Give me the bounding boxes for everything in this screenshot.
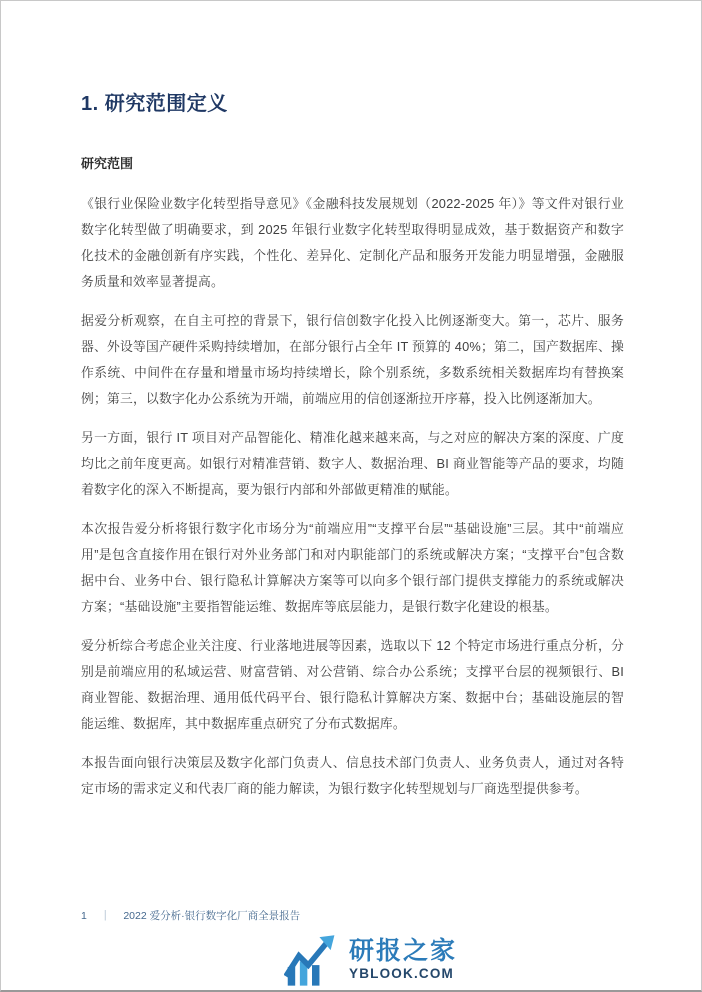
logo-text-block <box>349 938 457 982</box>
page-title: 1. 研究范围定义 <box>81 93 228 115</box>
logo-domain: YBLOOK.COM <box>349 965 454 981</box>
page-body <box>1 1 701 802</box>
paragraph: 本次报告爱分析将银行数字化市场分为“前端应用”“支撑平台层”“基础设施”三层。其中“前端应用”是包含直接作用在银行对外业务部门和对内职能部门的系统或解决方案；“支撑平台”包含数据中台、业务中台、银行隐私计算解决方案等可以向多个银行部门提供支撑能力的系统或解决方案；“基础设施”主要指智能运维、数据库等底层能力，是银行数字化建设的根基。 <box>81 521 624 614</box>
paragraph: 爱分析综合考虑企业关注度、行业落地进展等因素，选取以下 12 个特定市场进行重点分析，分别是前端应用的私域运营、财富营销、对公营销、综合办公系统；支撑平台层的视频银行、BI 商业智能、数据治理、通用低代码平台、银行隐私计算解决方案、数据中台；基础设施层的智能运维、数据库，其中数据库重点研究了分布式数据库。 <box>81 638 624 731</box>
footer-separator: ｜ <box>99 910 111 922</box>
page-number: 1 <box>81 909 87 922</box>
page-footer <box>81 908 300 923</box>
section-subheading: 研究范围 <box>81 156 134 171</box>
body-text <box>81 191 624 802</box>
site-logo <box>284 933 457 986</box>
paragraph: 另一方面，银行 IT 项目对产品智能化、精准化越来越来高，与之对应的解决方案的深度、广度均比之前年度更高。如银行对精准营销、数字人、数据治理、BI 商业智能等产品的要求，均随着数字化的深入不断提高，要为银行内部和外部做更精准的赋能。 <box>81 430 624 497</box>
paragraph: 《银行业保险业数字化转型指导意见》《金融科技发展规划（2022-2025 年）》等文件对银行业数字化转型做了明确要求，到 2025 年银行业数字化转型取得明显成效，基于数据资产和数字化技术的金融创新有序实践，个性化、差异化、定制化产品和服务开发能力明显增强，金融服务质量和效率显著提高。 <box>81 196 624 289</box>
logo-name: 研报之家 <box>349 936 458 965</box>
report-title: 2022 爱分析·银行数字化厂商全景报告 <box>123 910 301 922</box>
paragraph: 本报告面向银行决策层及数字化部门负责人、信息技术部门负责人、业务负责人，通过对各特定市场的需求定义和代表厂商的能力解读，为银行数字化转型规划与厂商选型提供参考。 <box>81 755 624 796</box>
paragraph: 据爱分析观察，在自主可控的背景下，银行信创数字化投入比例逐渐变大。第一，芯片、服务器、外设等国产硬件采购持续增加，在部分银行占全年 IT 预算的 40%；第二，国产数据库、操作系统、中间件在存量和增量市场均持续增长，除个别系统，多数系统相关数据库均有替换案例；第三，以数字化办公系统为开端，前端应用的信创逐渐拉开序幕，投入比例逐渐加大。 <box>81 313 624 406</box>
bar-chart-rising-arrow-icon <box>284 933 340 986</box>
